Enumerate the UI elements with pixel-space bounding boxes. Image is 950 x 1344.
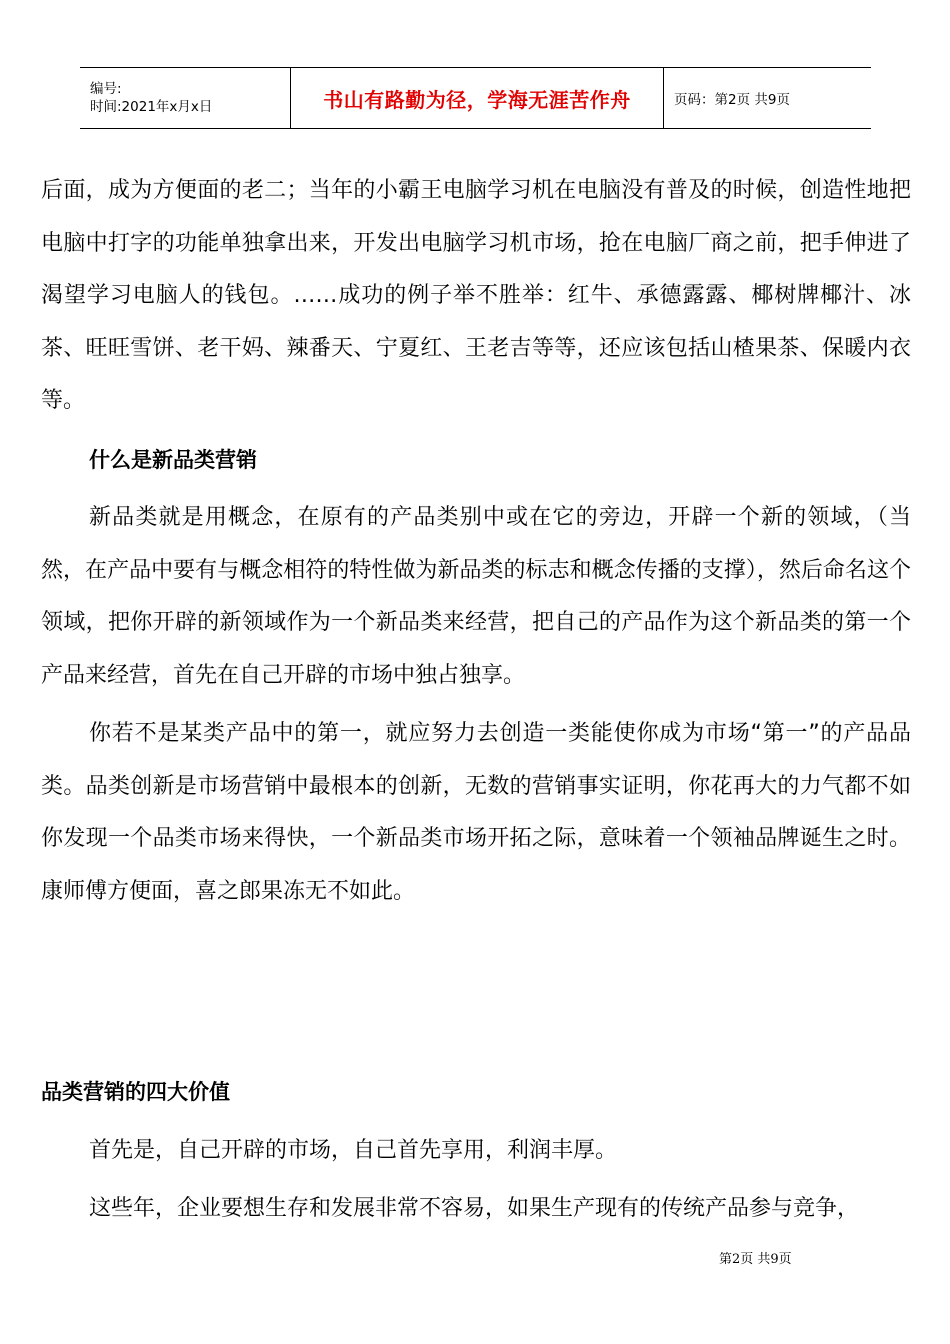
document-body	[41, 165, 911, 1236]
paragraph-be-first: 你若不是某类产品中的第一，就应努力去创造一类能使你成为市场“第一”的产品品类。品类创新是市场营销中最根本的创新，无数的营销事实证明，你花再大的力气都不如你发现一个品类市场来得快，一个新品类市场开拓之际，意味着一个领袖品牌诞生之时。康师傅方便面，喜之郎果冻无不如此。	[41, 721, 911, 904]
header-page-code: 页码：第2页 共9页	[664, 68, 872, 129]
page-footer: 第2页 共9页	[719, 1252, 792, 1267]
section-heading-four-values: 品类营销的四大价值	[41, 1080, 230, 1104]
header-meta	[80, 68, 291, 129]
paragraph-definition: 新品类就是用概念，在原有的产品类别中或在它的旁边，开辟一个新的领域，（当然，在产品中要有与概念相符的特性做为新品类的标志和概念传播的支撑），然后命名这个领域，把你开辟的新领域作为一个新品类来经营，把自己的产品作为这个新品类的第一个产品来经营，首先在自己开辟的市场中独占独享。	[41, 505, 911, 688]
doc-number-label: 编号:	[90, 81, 122, 97]
paragraph-first-value: 首先是，自己开辟的市场，自己首先享用，利润丰厚。	[89, 1137, 618, 1163]
section-heading-new-category: 什么是新品类营销	[89, 447, 257, 472]
paragraph-survival: 这些年，企业要想生存和发展非常不容易，如果生产现有的传统产品参与竞争，	[89, 1196, 860, 1221]
paragraph-examples: 后面，成为方便面的老二；当年的小霸王电脑学习机在电脑没有普及的时候，创造性地把电脑中打字的功能单独拿出来，开发出电脑学习机市场，抢在电脑厂商之前，把手伸进了渴望学习电脑人的钱包。……成功的例子举不胜举：红牛、承德露露、椰树牌椰汁、冰茶、旺旺雪饼、老干妈、辣番天、宁夏红、王老吉等等，还应该包括山楂果茶、保暖内衣等。	[41, 178, 911, 413]
doc-time-label: 时间:2021年x月x日	[90, 99, 213, 115]
header-motto: 书山有路勤为径，学海无涯苦作舟	[291, 68, 664, 129]
page-header	[80, 67, 871, 129]
